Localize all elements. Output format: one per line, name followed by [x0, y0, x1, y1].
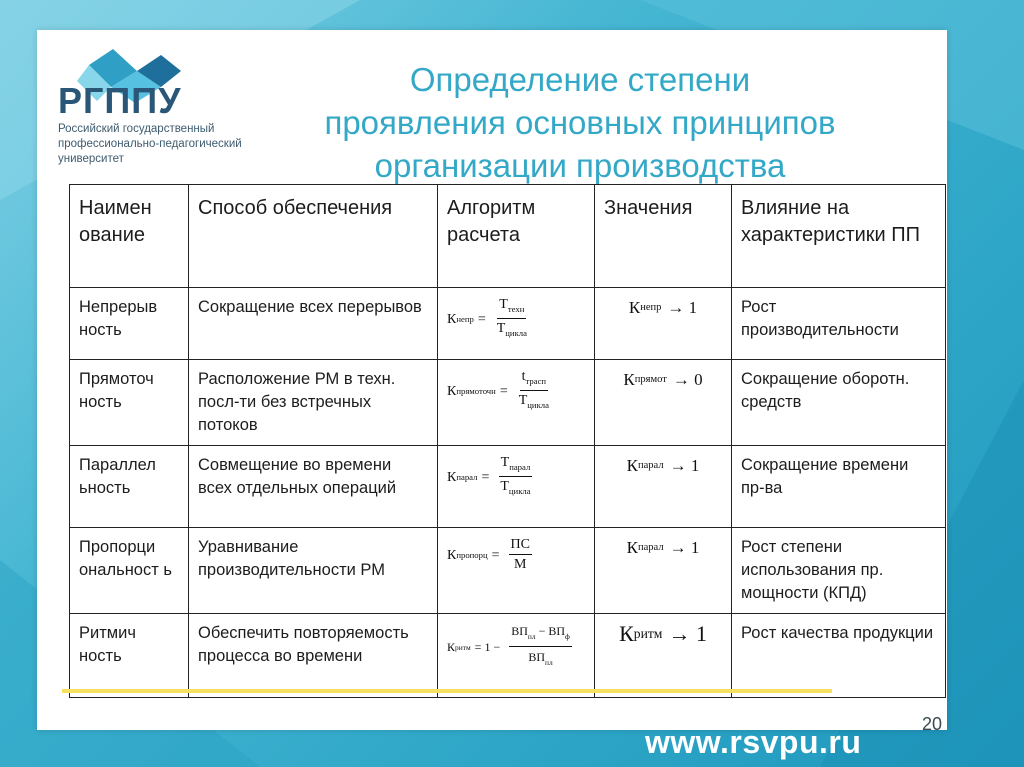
cell-formula: К прямоточн = $\frac{t_{трасп}}{Т_{цикла}}$: [438, 360, 595, 446]
cell-method: Совмещение во времени всех отдельных операций: [189, 446, 438, 528]
table-row: [70, 446, 946, 528]
logo-subtitle: Российский государственный профессионально-педагогический университет: [58, 123, 242, 165]
header-name: Наимен ование: [70, 185, 189, 288]
cell-effect: Рост производительности: [732, 288, 946, 360]
table-row: [70, 288, 946, 360]
cell-value: К парал → 1: [595, 528, 732, 614]
cell-method: Обеспечить повторяемость процесса во времени: [189, 614, 438, 698]
cell-value: К ритм → 1: [595, 614, 732, 698]
cell-effect: Рост качества продукции: [732, 614, 946, 698]
header-effect: Влияние на характеристики ПП: [732, 185, 946, 288]
footer-accent-line: [62, 689, 832, 693]
cell-effect: Сокращение оборотн. средств: [732, 360, 946, 446]
principles-table: [69, 184, 946, 698]
footer-url[interactable]: www.rsvpu.ru: [645, 724, 862, 760]
cell-value: К парал → 1: [595, 446, 732, 528]
cell-principle-name: Прямоточ ность: [70, 360, 189, 446]
cell-principle-name: Ритмич ность: [70, 614, 189, 698]
cell-method: Сокращение всех перерывов: [189, 288, 438, 360]
cell-principle-name: Параллел ьность: [70, 446, 189, 528]
header-algorithm: Алгоритм расчета: [438, 185, 595, 288]
cell-principle-name: Пропорци ональност ь: [70, 528, 189, 614]
cell-formula: К непр = $\frac{Т_{техн}}{Т_{цикла}}$: [438, 288, 595, 360]
logo-name: РГППУ: [58, 80, 182, 121]
cell-method: Уравнивание производительности РМ: [189, 528, 438, 614]
cell-value: К непр → 1: [595, 288, 732, 360]
cell-formula: К ритм = 1 − $\frac{ВП_{пл} - ВП_ф}{ВП_{пл}}$: [438, 614, 595, 698]
table-row: [70, 614, 946, 698]
cell-method: Расположение РМ в техн. посл-ти без встречных потоков: [189, 360, 438, 446]
slide-title: Определение степени проявления основных принципов организации производства: [324, 61, 836, 184]
cell-effect: Сокращение времени пр-ва: [732, 446, 946, 528]
cell-principle-name: Непрерыв ность: [70, 288, 189, 360]
cell-formula: К пропорц = $\frac{ПС}{М}$: [438, 528, 595, 614]
table-row: [70, 528, 946, 614]
table-row: [70, 360, 946, 446]
cell-value: К прямот → 0: [595, 360, 732, 446]
header-method: Способ обеспечения: [189, 185, 438, 288]
cell-formula: К парал = $\frac{Т_{парал}}{Т_{цикла}}$: [438, 446, 595, 528]
page-number: 20: [922, 714, 943, 734]
header-value: Значения: [595, 185, 732, 288]
table-header-row: [70, 185, 946, 288]
cell-effect: Рост степени использования пр. мощности (КПД): [732, 528, 946, 614]
